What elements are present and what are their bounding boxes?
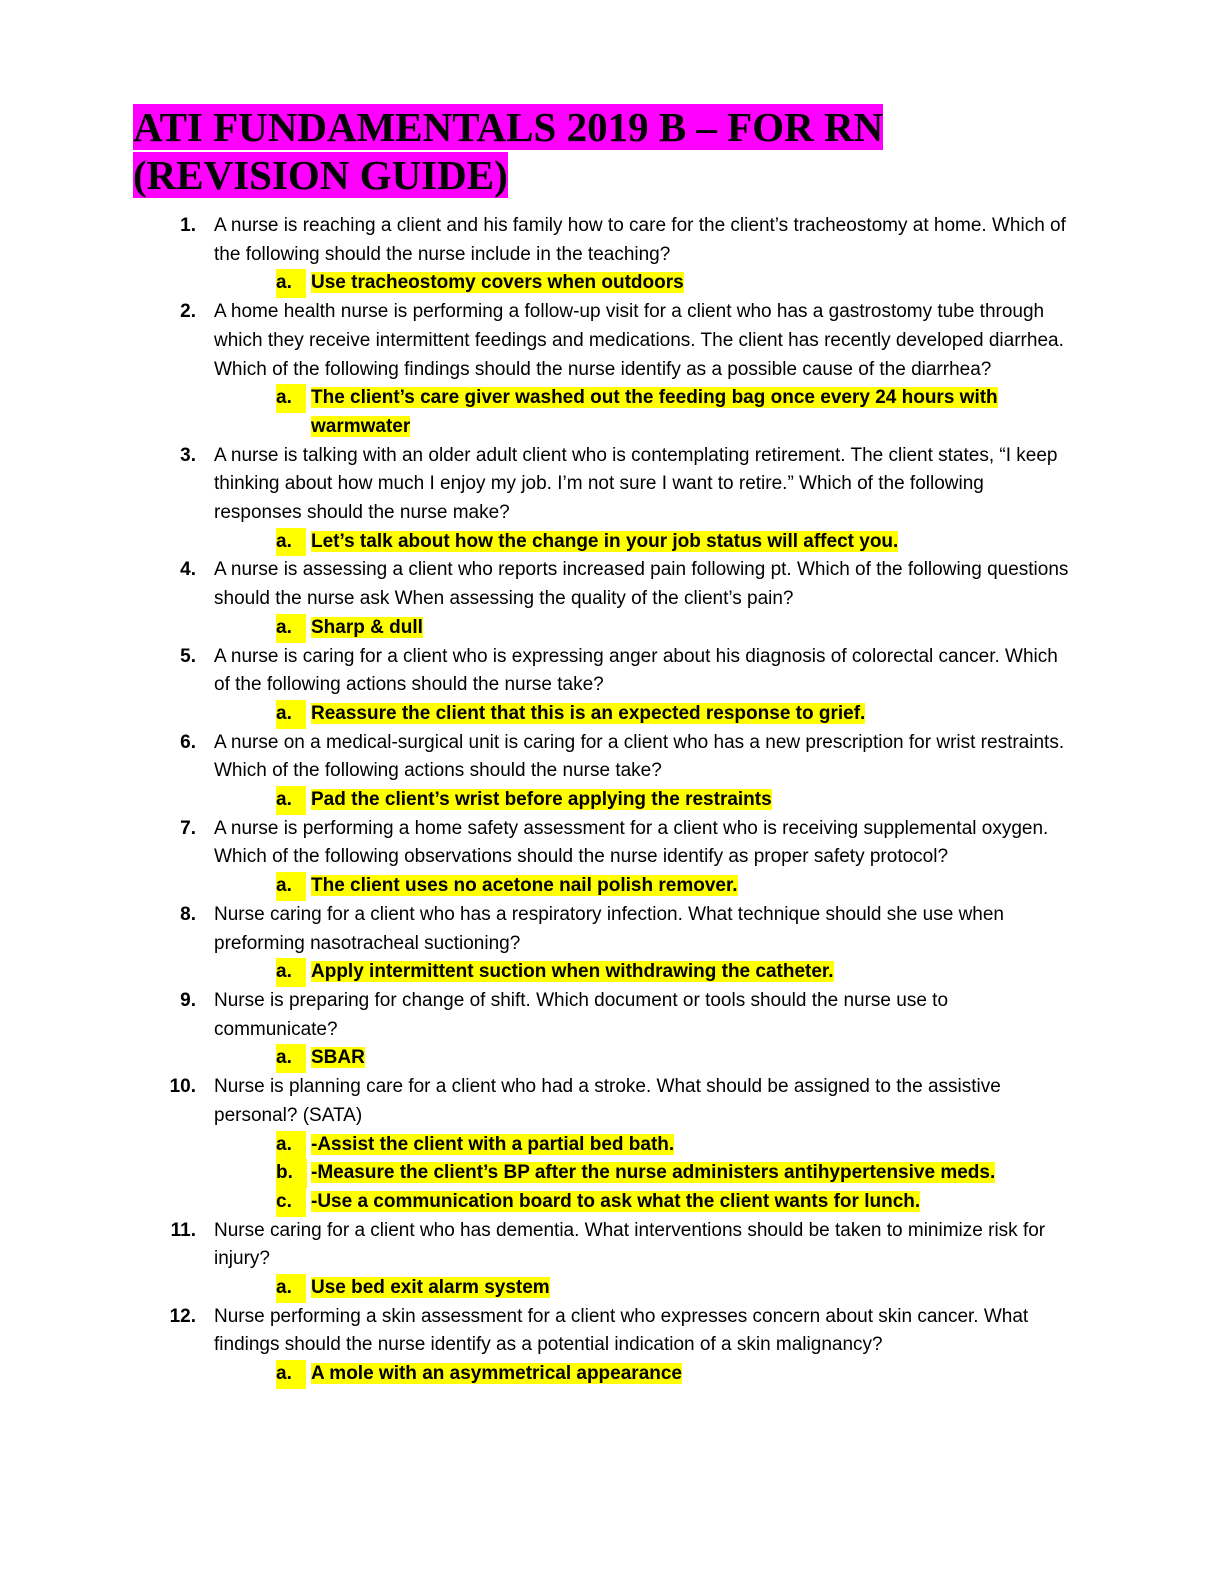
answer-letter: a. — [276, 269, 306, 298]
question-text: A nurse is talking with an older adult client who is contemplating retirement. The client states, “I keep thinking about how much I enjoy my job. I’m not sure I want to retire.” Which of the following responses should the nurse make? — [214, 444, 1058, 524]
question-number: 3. — [180, 444, 196, 466]
answer-text: Pad the client’s wrist before applying the restraints — [311, 789, 772, 811]
answer-text: Sharp & dull — [311, 616, 423, 638]
question-number: 12. — [169, 1305, 196, 1327]
question-number: 10. — [169, 1076, 196, 1098]
question-item — [0, 729, 1224, 815]
answer-item — [0, 1159, 1224, 1188]
question-number: 1. — [180, 215, 196, 236]
answer-letter: c. — [276, 1188, 306, 1217]
answer-letter: a. — [276, 384, 306, 413]
question-item — [0, 815, 1224, 901]
answer-letter: a. — [276, 614, 306, 643]
question-list — [0, 212, 1224, 1389]
answer-letter: a. — [276, 1044, 306, 1073]
answer-item — [0, 700, 1224, 729]
question-number: 2. — [180, 301, 196, 323]
answer-text: -Assist the client with a partial bed bath. — [311, 1133, 675, 1155]
question-item — [0, 1217, 1224, 1303]
document-title — [133, 103, 883, 199]
answer-letter: a. — [276, 1131, 306, 1160]
question-text: Nurse performing a skin assessment for a client who expresses concern about skin cancer. What findings should the nurse identify as a potential indication of a skin malignancy? — [214, 1305, 1029, 1356]
question-item — [0, 987, 1224, 1073]
question-item — [0, 556, 1224, 642]
question-item — [0, 1073, 1224, 1217]
answer-text: -Measure the client’s BP after the nurse administers antihypertensive meds. — [311, 1162, 996, 1184]
question-text: A nurse is assessing a client who reports increased pain following pt. Which of the following questions should the nurse ask When assessing the quality of the client’s pain? — [214, 559, 1069, 610]
answer-letter: a. — [276, 1360, 306, 1389]
answer-letter: a. — [276, 872, 306, 901]
question-text: A nurse on a medical-surgical unit is caring for a client who has a new prescription for wrist restraints. Which of the following actions should the nurse take? — [214, 731, 1065, 782]
question-number: 7. — [180, 817, 196, 839]
answer-item — [0, 528, 1224, 557]
question-number: 5. — [180, 645, 196, 667]
answer-item — [0, 614, 1224, 643]
answer-item — [0, 1188, 1224, 1217]
question-number: 6. — [180, 731, 196, 753]
title-line-2: (REVISION GUIDE) — [133, 152, 508, 198]
answer-letter: a. — [276, 528, 306, 557]
answer-letter: a. — [276, 786, 306, 815]
answer-text: Let’s talk about how the change in your job status will affect you. — [311, 530, 899, 552]
answer-item — [0, 1274, 1224, 1303]
answer-item — [0, 269, 1224, 298]
answer-text: SBAR — [311, 1047, 365, 1069]
answer-text: The client’s care giver washed out the feeding bag once every 24 hours with warmwater — [311, 387, 998, 437]
answer-letter: a. — [276, 1274, 306, 1303]
question-number: 9. — [180, 989, 196, 1011]
question-item — [0, 1303, 1224, 1389]
answer-text: Use tracheostomy covers when outdoors — [311, 272, 684, 294]
answer-item — [0, 786, 1224, 815]
answer-text: Apply intermittent suction when withdrawing the catheter. — [311, 961, 834, 983]
question-item — [0, 901, 1224, 987]
answer-text: A mole with an asymmetrical appearance — [311, 1363, 683, 1385]
answer-text: Use bed exit alarm system — [311, 1277, 550, 1299]
question-text: Nurse is planning care for a client who had a stroke. What should be assigned to the assistive personal? (SATA) — [214, 1076, 1001, 1126]
question-number: 8. — [180, 903, 196, 925]
answer-item — [0, 1044, 1224, 1073]
answer-letter: b. — [276, 1159, 307, 1188]
answer-text: Reassure the client that this is an expected response to grief. — [311, 702, 866, 724]
answer-item — [0, 1131, 1224, 1160]
question-item — [0, 643, 1224, 729]
answer-item — [0, 958, 1224, 987]
question-item — [0, 298, 1224, 442]
answer-item — [0, 872, 1224, 901]
answer-item — [0, 1360, 1224, 1389]
question-text: A nurse is reaching a client and his family how to care for the client’s tracheostomy at home. Which of the following should the nurse include in the teaching? — [214, 215, 1066, 265]
question-number: 4. — [180, 559, 196, 581]
question-text: Nurse is preparing for change of shift. Which document or tools should the nurse use to communicate? — [214, 989, 949, 1040]
answer-letter: a. — [276, 958, 306, 987]
question-text: A nurse is caring for a client who is expressing anger about his diagnosis of colorectal cancer. Which of the following actions should the nurse take? — [214, 645, 1058, 696]
question-number: 11. — [170, 1219, 196, 1241]
question-text: A nurse is performing a home safety assessment for a client who is receiving supplemental oxygen. Which of the following observations should the nurse identify as proper safety protocol? — [214, 817, 1049, 868]
answer-text: -Use a communication board to ask what the client wants for lunch. — [311, 1190, 921, 1212]
title-line-1: ATI FUNDAMENTALS 2019 B – FOR RN — [133, 104, 884, 150]
question-text: Nurse caring for a client who has a respiratory infection. What technique should she use when preforming nasotracheal suctioning? — [214, 903, 1004, 954]
question-item — [0, 212, 1224, 298]
question-text: A home health nurse is performing a follow-up visit for a client who has a gastrostomy tube through which they receive intermittent feedings and medications. The client has recently developed diarrhea. Which of the following findings should the nurse identify as a possible cause of the diarrhea? — [214, 301, 1064, 380]
question-text: Nurse caring for a client who has dementia. What interventions should be taken to minimize risk for injury? — [214, 1219, 1046, 1270]
answer-letter: a. — [276, 700, 306, 729]
answer-text: The client uses no acetone nail polish remover. — [311, 875, 738, 897]
answer-item — [0, 384, 1224, 441]
question-item — [0, 442, 1224, 557]
